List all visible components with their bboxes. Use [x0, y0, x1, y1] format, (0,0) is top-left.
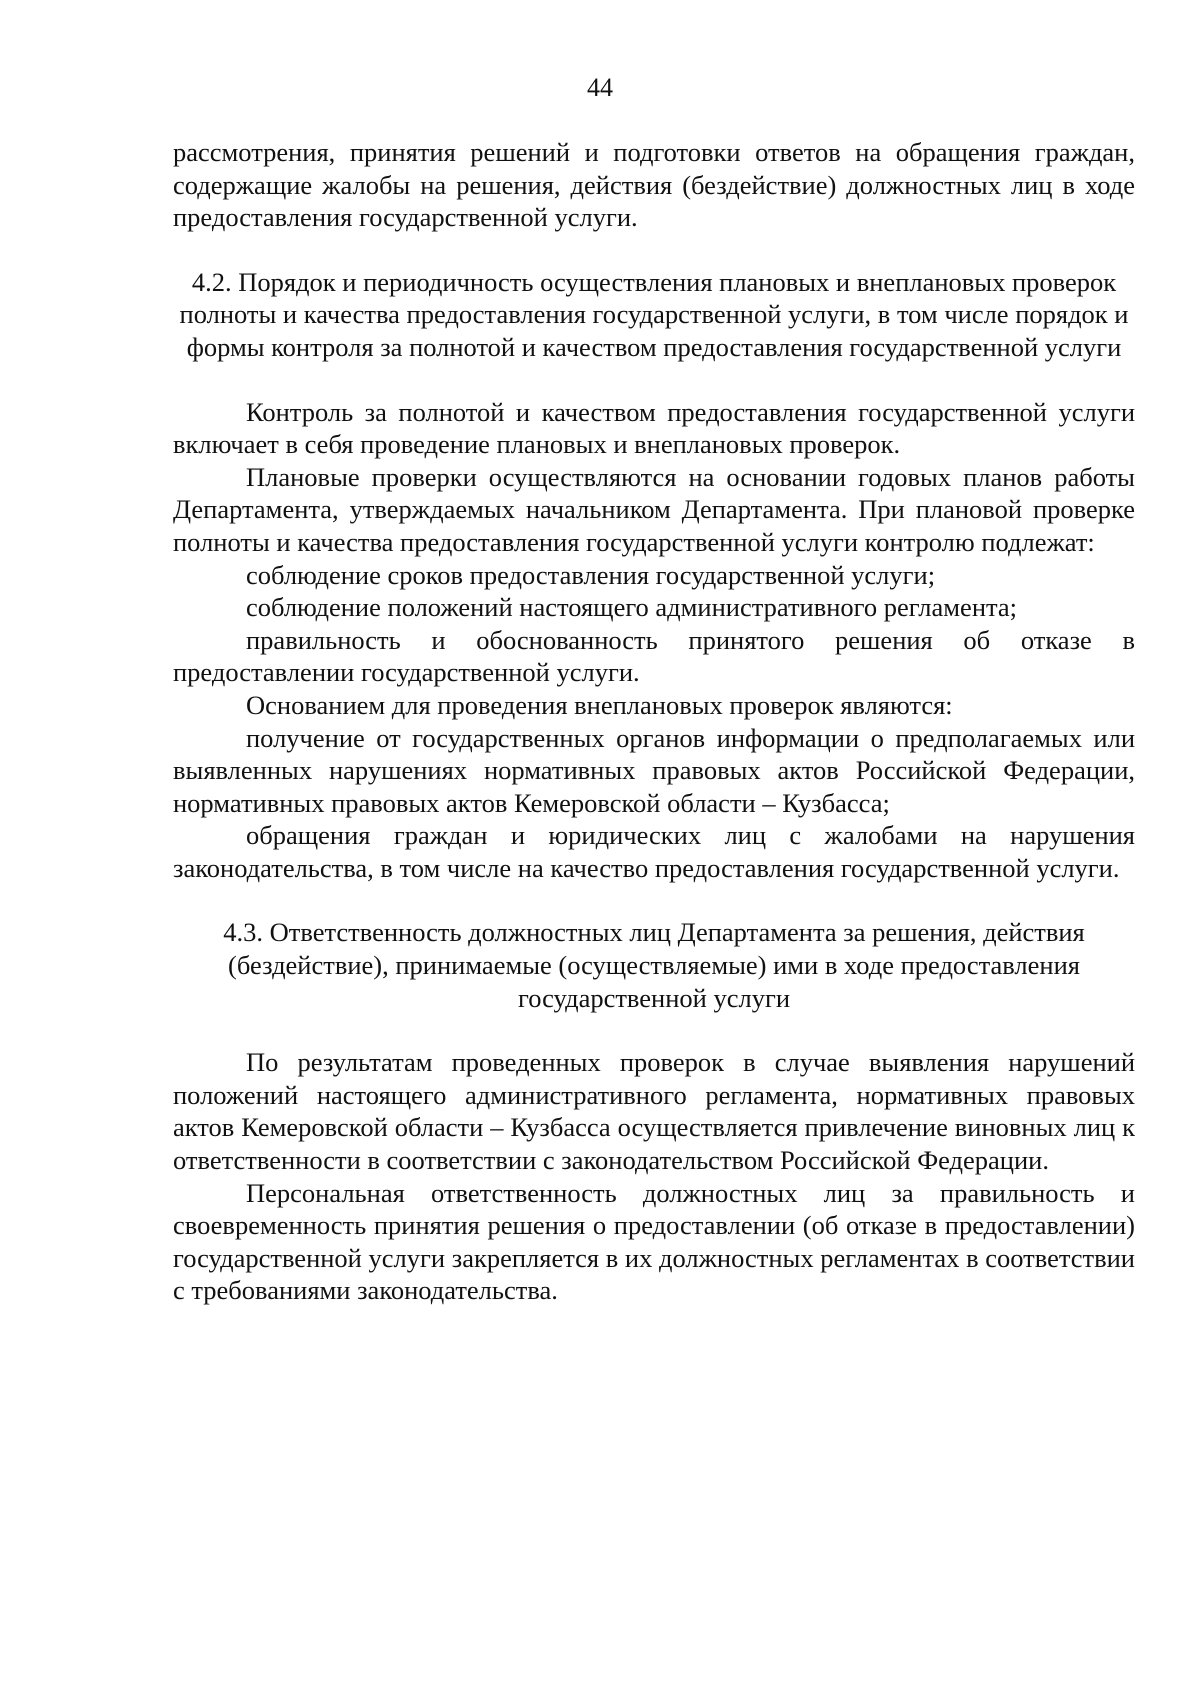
- spacer: [173, 234, 1135, 266]
- section-4-3-paragraph: Персональная ответственность должностных лиц за правильность и своевременность принятия решения о предоставлении (об отказе в предоставлении) государственной услуги закрепляется в их должностных регламентах в соответствии с требованиями законодательства.: [173, 1177, 1135, 1306]
- section-4-2-paragraph: Основанием для проведения внеплановых проверок являются:: [246, 689, 953, 720]
- page-number: 44: [587, 73, 613, 102]
- section-4-3-heading: 4.3. Ответственность должностных лиц Департамента за решения, действия (бездействие), принимаемые (осуществляемые) ими в ходе предоставления государственной услуги: [223, 917, 1085, 1013]
- section-4-2-list-item: соблюдение сроков предоставления государственной услуги;: [246, 559, 936, 590]
- spacer: [173, 1014, 1135, 1046]
- section-4-2-list-item: обращения граждан и юридических лиц с жалобами на нарушения законодательства, в том числе на качество предоставления государственной услуги.: [173, 820, 1135, 883]
- section-4-3-paragraph: По результатам проведенных проверок в случае выявления нарушений положений настоящего административного регламента, нормативных правовых актов Кемеровской области – Кузбасса осуществляется привлечение виновных лиц к ответственности в соответствии с законодательством Российской Федерации.: [173, 1047, 1135, 1176]
- section-4-2-paragraph: Контроль за полнотой и качеством предоставления государственной услуги включает в себя проведение плановых и внеплановых проверок.: [173, 396, 1135, 460]
- section-4-2-paragraph: Плановые проверки осуществляются на основании годовых планов работы Департамента, утверждаемых начальником Департамента. При плановой проверке полноты и качества предоставления государственной услуги контролю подлежат:: [173, 461, 1135, 557]
- page-content: [173, 136, 1135, 1307]
- section-4-2-list-item: правильность и обоснованность принятого решения об отказе в предоставлении государственной услуги.: [173, 624, 1135, 688]
- section-4-2-heading: 4.2. Порядок и периодичность осуществления плановых и внеплановых проверок полноты и качества предоставления государственной услуги, в том числе порядок и формы контроля за полнотой и качеством предоставления государственной услуги: [179, 266, 1129, 362]
- section-4-2-list-item: получение от государственных органов информации о предполагаемых или выявленных нарушениях нормативных правовых актов Российской Федерации, нормативных правовых актов Кемеровской области – Кузбасса;: [173, 722, 1135, 818]
- intro-paragraph: рассмотрения, принятия решений и подготовки ответов на обращения граждан, содержащие жалобы на решения, действия (бездействие) должностных лиц в ходе предоставления государственной услуги.: [173, 137, 1135, 233]
- spacer: [173, 884, 1135, 916]
- spacer: [173, 364, 1135, 396]
- section-4-2-list-item: соблюдение положений настоящего административного регламента;: [246, 592, 1018, 623]
